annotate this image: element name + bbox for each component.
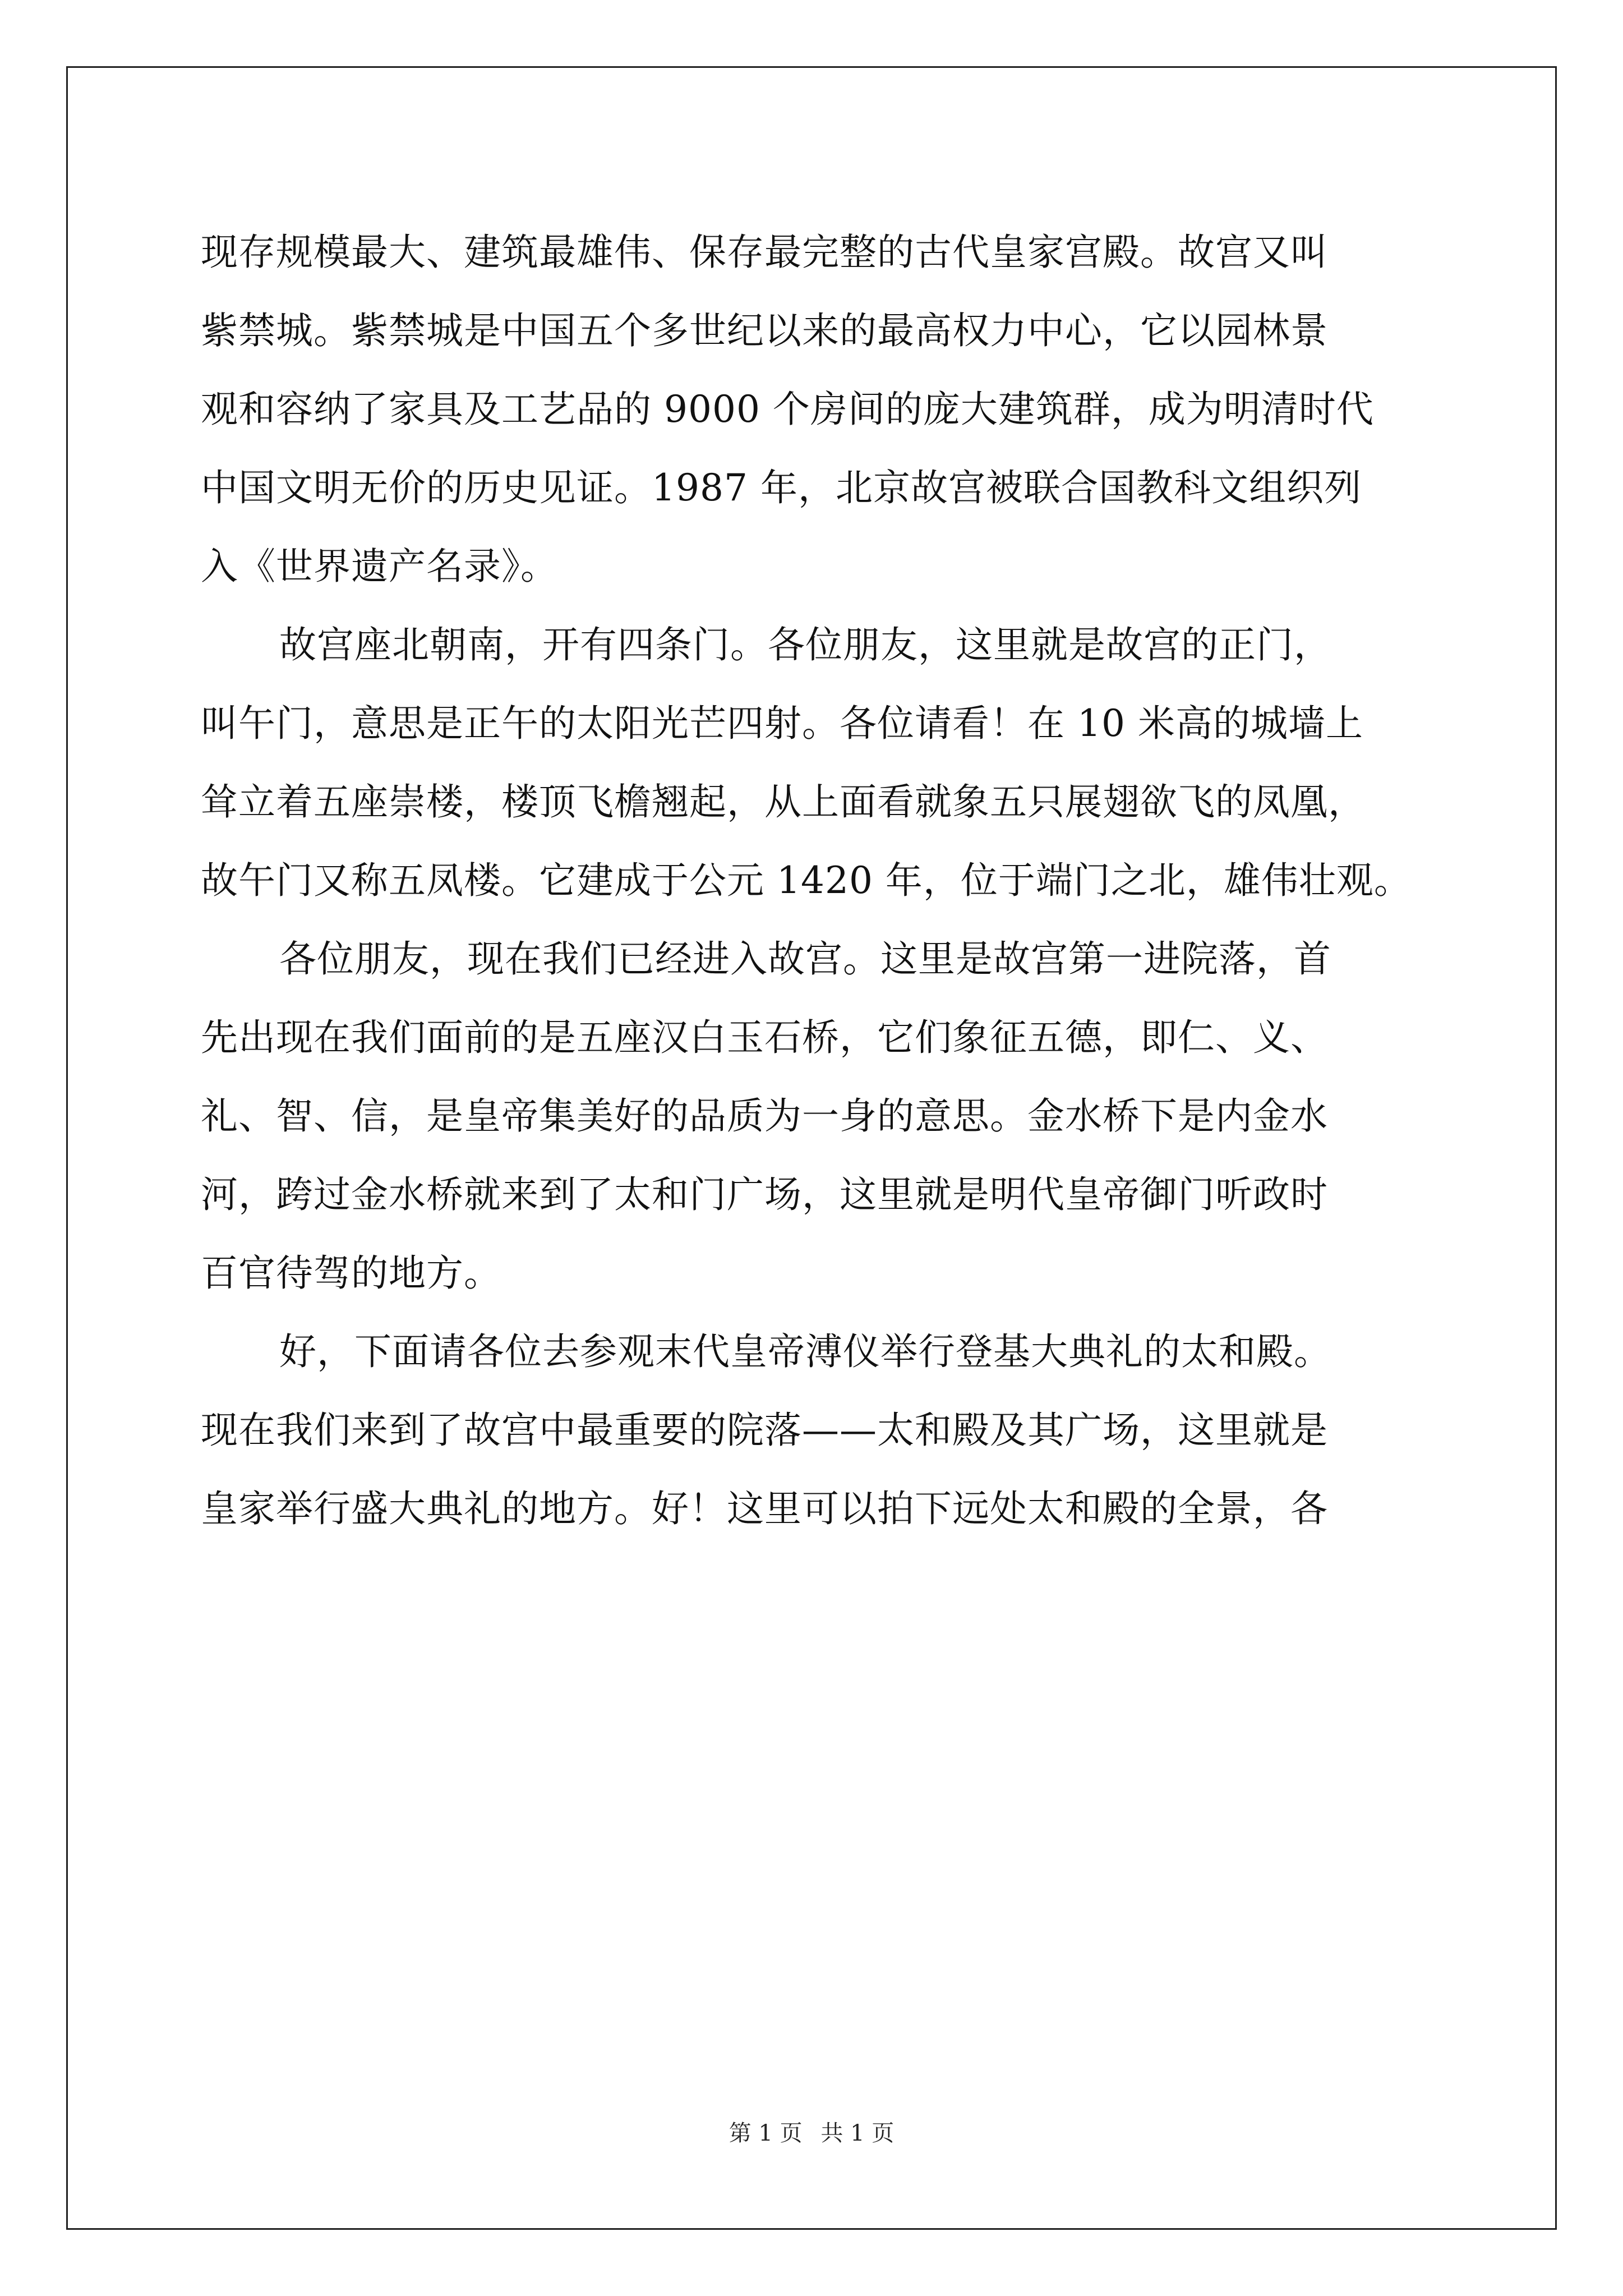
page-footer xyxy=(0,2119,1623,2147)
text-line: 叫午门，意思是正午的太阳光芒四射。各位请看！在 10 米高的城墙上 xyxy=(201,702,1363,745)
text-line: 中国文明无价的历史见证。1987 年，北京故宫被联合国教科文组织列 xyxy=(201,466,1362,509)
paragraph-start-line: 故宫座北朝南，开有四条门。各位朋友，这里就是故宫的正门， xyxy=(279,623,1331,666)
text-line: 礼、智、信，是皇帝集美好的品质为一身的意思。金水桥下是内金水 xyxy=(201,1094,1328,1138)
page-total: 共 1 页 xyxy=(820,2120,895,2146)
text-line: 现存规模最大、建筑最雄伟、保存最完整的古代皇家宫殿。故宫又叫 xyxy=(201,231,1328,274)
text-line: 耸立着五座崇楼，楼顶飞檐翘起，从上面看就象五只展翅欲飞的凤凰， xyxy=(201,780,1366,823)
text-line: 先出现在我们面前的是五座汉白玉石桥，它们象征五德，即仁、义、 xyxy=(201,1016,1328,1059)
paragraph-start-line: 各位朋友，现在我们已经进入故宫。这里是故宫第一进院落，首 xyxy=(279,937,1331,981)
text-line: 河，跨过金水桥就来到了太和门广场，这里就是明代皇帝御门听政时 xyxy=(201,1173,1328,1216)
text-line: 观和容纳了家具及工艺品的 9000 个房间的庞大建筑群，成为明清时代 xyxy=(201,388,1374,431)
document-body xyxy=(201,213,1435,1548)
paragraph-start-line: 好，下面请各位去参观末代皇帝溥仪举行登基大典礼的太和殿。 xyxy=(279,1330,1331,1373)
text-line: 紫禁城。紫禁城是中国五个多世纪以来的最高权力中心，它以园林景 xyxy=(201,309,1328,352)
text-line: 入《世界遗产名录》。 xyxy=(201,545,558,588)
text-line: 现在我们来到了故宫中最重要的院落——太和殿及其广场，这里就是 xyxy=(201,1409,1328,1452)
text-line: 故午门又称五凤楼。它建成于公元 1420 年，位于端门之北，雄伟壮观。 xyxy=(201,859,1412,902)
page-number: 第 1 页 xyxy=(728,2120,803,2146)
text-line: 皇家举行盛大典礼的地方。好！这里可以拍下远处太和殿的全景，各 xyxy=(201,1487,1328,1530)
text-line: 百官待驾的地方。 xyxy=(201,1251,501,1295)
